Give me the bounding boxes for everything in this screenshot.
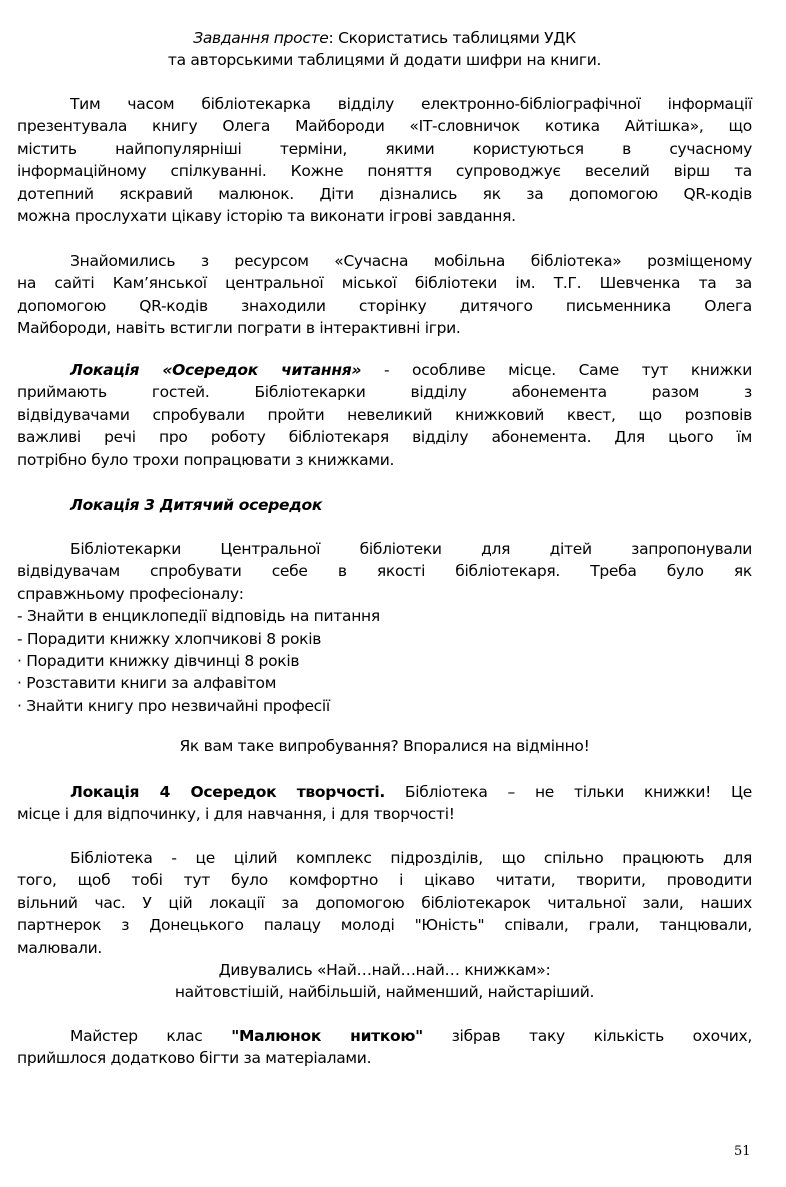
location-4-heading: Локація 4 Осередок творчості. — [70, 783, 385, 801]
task-heading: Завдання просте: Скористатись таблицями УДК та авторськими таблицями й додати шифри на книги. — [167, 29, 602, 70]
paragraph-reading-location: Локація «Осередок читання» - особливе місце. Саме тут книжки приймають гостей. Бібліотекарки відділу абонемента разом з відвідувачами спробували пройти невеликий книжковий квест, що розповів важливі речі про роботу бібліотекаря відділу абонемента. Для цього їм потрібно було трохи попрацювати з книжками. — [17, 361, 752, 469]
list-item: - Порадити книжку хлопчикові 8 років — [17, 629, 322, 648]
paragraph-creativity-location: Локація 4 Осередок творчості. Бібліотека – не тільки книжки! Це місце і для відпочинку, і для навчання, і для творчості! — [17, 783, 753, 824]
list-item: · Розставити книги за алфавітом — [17, 674, 277, 693]
list-item: - Знайти в енциклопедії відповідь на питання — [17, 607, 380, 626]
paragraph-it-dictionary: Тим часом бібліотекарка відділу електронно-бібліографічної інформації презентувала книгу Олега Майбороди «ІТ-словничок котика Айтішка», що містить найпопулярніші терміни, якими користуються в сучасному інформаційному спілкуванні. Кожне поняття супроводжує веселий вірш та дотепний яскравий малюнок. Діти дізнались як за допомогою QR-кодів можна прослухати цікаву історію та виконати ігрові завдання. — [17, 95, 752, 225]
master-class-title: "Малюнок ниткою" — [231, 1027, 423, 1045]
page-number: 51 — [734, 1144, 751, 1159]
paragraph-children-center: Бібліотекарки Центральної бібліотеки для дітей запропонували відвідувачам спробувати себе в якості бібліотекаря. Треба було як справжньому професіоналу: - Знайти в енциклопедії відповідь на питання - Порадити книжку хлопчикові 8 років · Порадити книжку дівчинці 8 років · Розставити книги за алфавітом · Знайти книгу про незвичайні професії — [17, 538, 752, 717]
task-label: Завдання просте — [193, 29, 329, 47]
list-item: · Порадити книжку дівчинці 8 років — [17, 651, 300, 670]
centered-remark: Як вам таке випробування? Впоралися на відмінно! — [179, 737, 590, 755]
paragraph-master-class: Майстер клас "Малюнок ниткою" зібрав таку кількість охочих, прийшлося додатково бігти за матеріалами. — [17, 1027, 752, 1068]
location-heading: Локація «Осередок читання» — [70, 361, 362, 379]
list-item: · Знайти книгу про незвичайні професії — [17, 696, 330, 715]
location-3-heading: Локація 3 Дитячий осередок — [70, 496, 323, 514]
paragraph-mobile-library: Знайомились з ресурсом «Сучасна мобільна бібліотека» розміщеному на сайті Кам’янської центральної міської бібліотеки ім. Т.Г. Шевченка та за допомогою QR-кодів знаходили сторінку дитячого письменника Олега Майбороди, навіть встигли пограти в інтерактивні ігри. — [17, 252, 752, 338]
paragraph-library-complex: Бібліотека - це цілий комплекс підрозділів, що спільно працюють для того, щоб тобі тут було комфортно і цікаво читати, творити, проводити вільний час. У цій локації за допомогою бібліотекарок читальної зали, наших партнерок з Донецького палацу молоді "Юність" співали, грали, танцювали, малювали. Дивувались «Най…най…най… книжкам»: найтовстішій, найбільшій, найменший, найстаріший. — [17, 849, 752, 1002]
